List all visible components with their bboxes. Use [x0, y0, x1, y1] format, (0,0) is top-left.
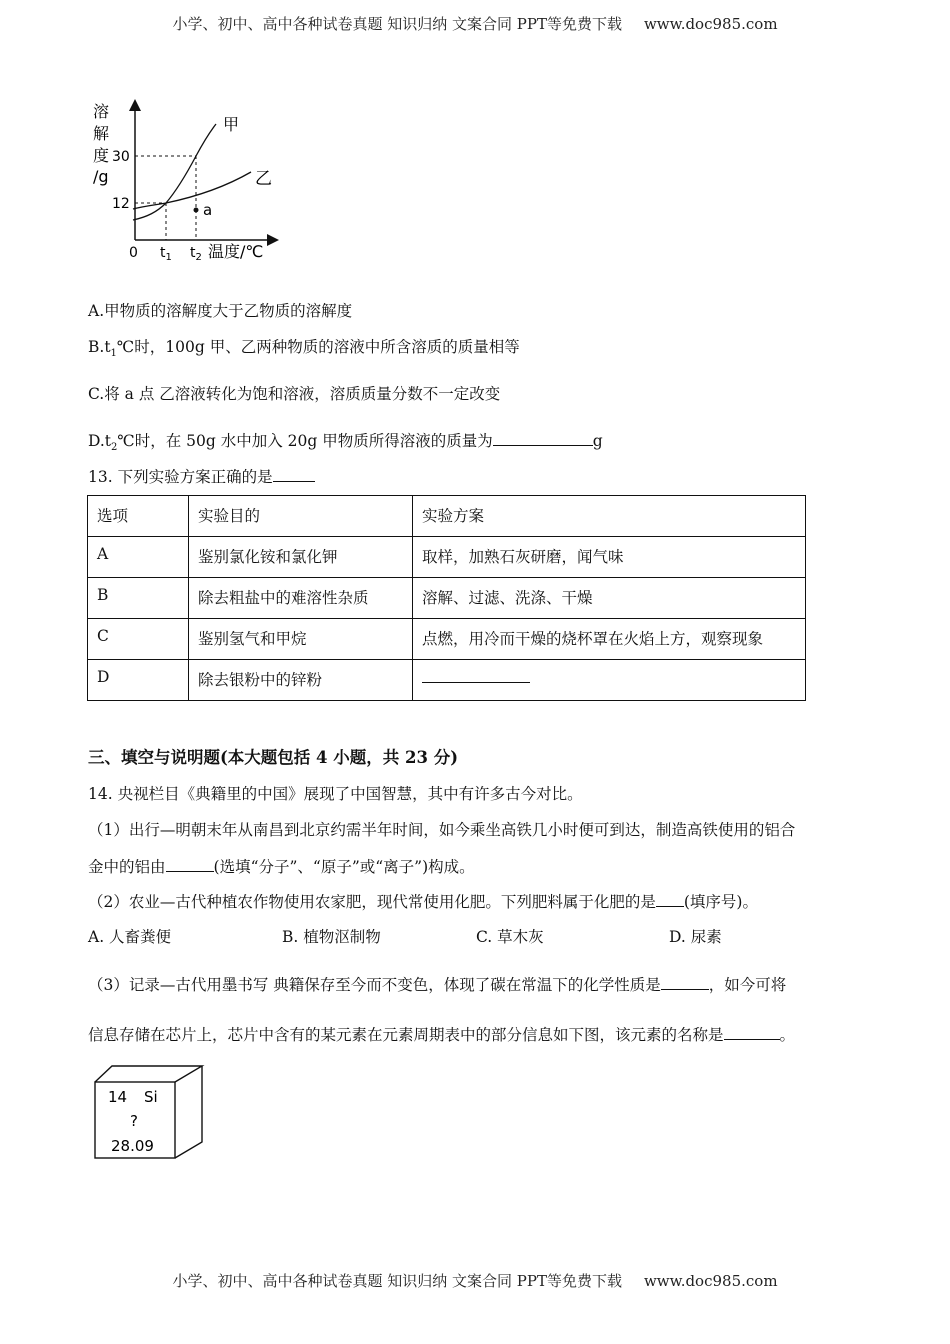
- q14-option-b: B. 植物沤制物: [282, 928, 381, 946]
- section-3-title: 三、填空与说明题(本大题包括 4 小题，共 23 分): [88, 748, 459, 767]
- tick-t1: $t_1$: [160, 245, 172, 263]
- footer-text: 小学、初中、高中各种试卷真题 知识归纳 文案合同 PPT等免费下载: [172, 1272, 622, 1290]
- table-cell: 除去银粉中的锌粉: [189, 660, 413, 701]
- answer-blank[interactable]: [656, 892, 684, 907]
- page-footer: [0, 1270, 950, 1291]
- q14-option-c: C. 草木灰: [476, 928, 544, 946]
- q13-stem: 13. 下列实验方案正确的是: [88, 465, 315, 487]
- q14-part1-line1: （1）出行—明朝末年从南昌到北京约需半年时间，如今乘坐高铁几小时便可到达，制造高铁使用的铝合: [88, 821, 796, 839]
- table-cell: 鉴别氢气和甲烷: [189, 619, 413, 660]
- tick-t2: $t_2$: [190, 245, 202, 263]
- table-cell: 除去粗盐中的难溶性杂质: [189, 578, 413, 619]
- point-a-label: a: [203, 201, 213, 219]
- answer-blank[interactable]: [724, 1025, 780, 1040]
- q14-option-a: A. 人畜粪便: [88, 928, 172, 946]
- answer-blank[interactable]: [166, 857, 214, 872]
- table-row: [88, 619, 806, 660]
- header-cell: 选项: [88, 496, 189, 537]
- origin-label: 0: [129, 245, 138, 261]
- table-header-row: [88, 496, 806, 537]
- answer-blank[interactable]: [273, 467, 315, 482]
- atomic-mass: 28.09: [111, 1137, 154, 1155]
- header-cell: 实验目的: [189, 496, 413, 537]
- q12-option-a: A.甲物质的溶解度大于乙物质的溶解度: [88, 302, 353, 320]
- y-label-1: 溶: [93, 102, 110, 121]
- element-card: [90, 1062, 210, 1164]
- q14-part3-line1: （3）记录—古代用墨书写 典籍保存至今而不变色，体现了碳在常温下的化学性质是 ，如今可将: [88, 976, 787, 994]
- y-label-2: 解: [93, 124, 110, 143]
- table-cell: 点燃，用冷而干燥的烧杯罩在火焰上方，观察现象: [413, 619, 806, 660]
- atomic-number: 14: [108, 1088, 128, 1106]
- header-site: www.doc985.com: [643, 15, 778, 33]
- q14-part1-line2: 金中的铝由 (选填“分子”、“原子”或“离子”)构成。: [88, 858, 475, 876]
- table-cell: 取样，加熟石灰研磨，闻气味: [413, 537, 806, 578]
- curve-yi: [133, 172, 251, 209]
- q14-stem: 14. 央视栏目《典籍里的中国》展现了中国智慧，其中有许多古今对比。: [88, 785, 583, 803]
- element-name: ?: [130, 1112, 138, 1130]
- table-row: [88, 537, 806, 578]
- table-row: [88, 660, 806, 701]
- q14-part2: （2）农业—古代种植农作物使用农家肥，现代常使用化肥。下列肥料属于化肥的是 (填序号)。: [88, 893, 758, 911]
- tick-12: 12: [112, 196, 130, 212]
- table-row: [88, 578, 806, 619]
- q14-option-d: D. 尿素: [669, 928, 722, 946]
- tick-30: 30: [112, 149, 130, 165]
- footer-site: www.doc985.com: [643, 1272, 778, 1290]
- page-header: [0, 13, 950, 34]
- header-cell: 实验方案: [413, 496, 806, 537]
- element-symbol: Si: [144, 1088, 158, 1106]
- q12-option-b: $B.t_1℃$时，100g 甲、乙两种物质的溶液中所含溶质的质量相等: [88, 338, 520, 360]
- q12-option-c: C.将 a 点 乙溶液转化为饱和溶液，溶质质量分数不一定改变: [88, 385, 501, 403]
- table-cell: C: [88, 619, 189, 660]
- table-cell: D: [88, 660, 189, 701]
- table-cell: A: [88, 537, 189, 578]
- curve-yi-label: 乙: [255, 169, 272, 189]
- header-text: 小学、初中、高中各种试卷真题 知识归纳 文案合同 PPT等免费下载: [172, 15, 622, 33]
- answer-blank[interactable]: [493, 431, 593, 446]
- point-a: [194, 208, 199, 213]
- answer-blank[interactable]: [661, 975, 709, 990]
- y-label-3: 度: [93, 146, 110, 165]
- curve-jia-label: 甲: [223, 115, 240, 134]
- table-cell: 鉴别氯化铵和氯化钾: [189, 537, 413, 578]
- answer-blank[interactable]: [422, 668, 530, 683]
- q14-part3-line2: 信息存储在芯片上，芯片中含有的某元素在元素周期表中的部分信息如下图，该元素的名称是 。: [88, 1026, 796, 1044]
- q12-option-d: $D.t_2℃$时，在 50g 水中加入 20g 甲物质所得溶液的质量为 g: [88, 432, 603, 454]
- y-label-4: /g: [93, 167, 109, 186]
- x-label: 温度/℃: [208, 242, 264, 261]
- table-cell: B: [88, 578, 189, 619]
- table-cell: 溶解、过滤、洗涤、干燥: [413, 578, 806, 619]
- table-cell: [413, 660, 806, 701]
- q13-table: [87, 495, 806, 701]
- solubility-graph: [85, 95, 285, 270]
